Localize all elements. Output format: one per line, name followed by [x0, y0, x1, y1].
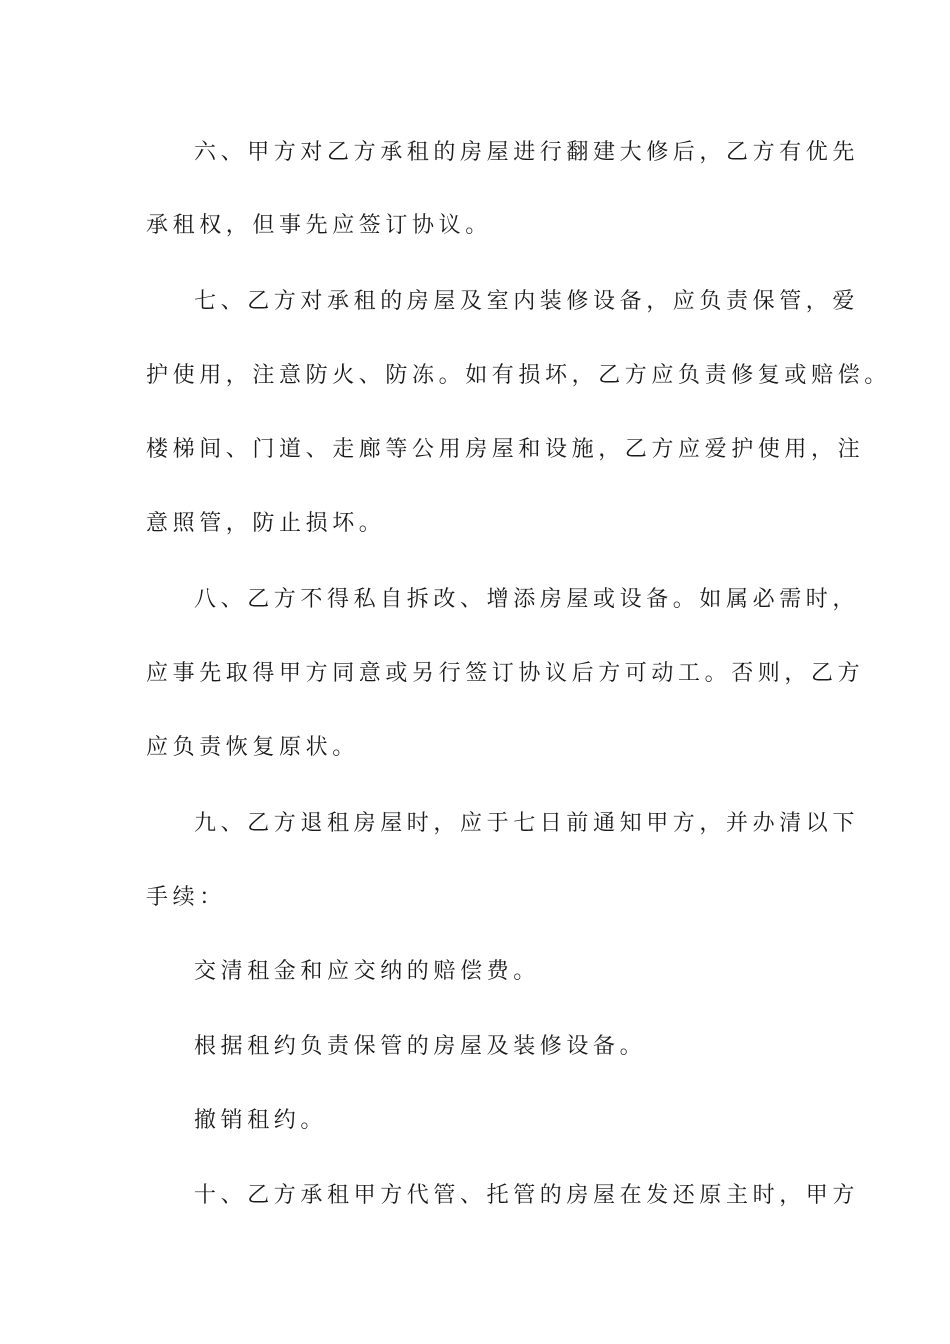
paragraph-line: 应负责恢复原状。	[146, 735, 359, 760]
paragraph-line: 护使用，注意防火、防冻。如有损坏，乙方应负责修复或赔偿。	[146, 363, 891, 388]
paragraph-line: 根据租约负责保管的房屋及装修设备。	[194, 1034, 647, 1059]
paragraph-line: 楼梯间、门道、走廊等公用房屋和设施，乙方应爱护使用，注	[146, 437, 865, 462]
paragraph-line: 撤销租约。	[194, 1108, 328, 1133]
paragraph-line: 手续：	[146, 885, 226, 910]
paragraph-line: 六、甲方对乙方承租的房屋进行翻建大修后，乙方有优先	[194, 140, 860, 165]
paragraph-line: 十、乙方承租甲方代管、托管的房屋在发还原主时，甲方	[194, 1183, 860, 1208]
paragraph-line: 交清租金和应交纳的赔偿费。	[194, 959, 540, 984]
paragraph-line: 承租权，但事先应签订协议。	[146, 213, 492, 238]
paragraph-line: 八、乙方不得私自拆改、增添房屋或设备。如属必需时，	[194, 587, 860, 612]
paragraph-line: 九、乙方退租房屋时，应于七日前通知甲方，并办清以下	[194, 811, 860, 836]
paragraph-line: 七、乙方对承租的房屋及室内装修设备，应负责保管，爱	[194, 289, 860, 314]
paragraph-line: 应事先取得甲方同意或另行签订协议后方可动工。否则，乙方	[146, 661, 865, 686]
paragraph-line: 意照管，防止损坏。	[146, 511, 386, 536]
